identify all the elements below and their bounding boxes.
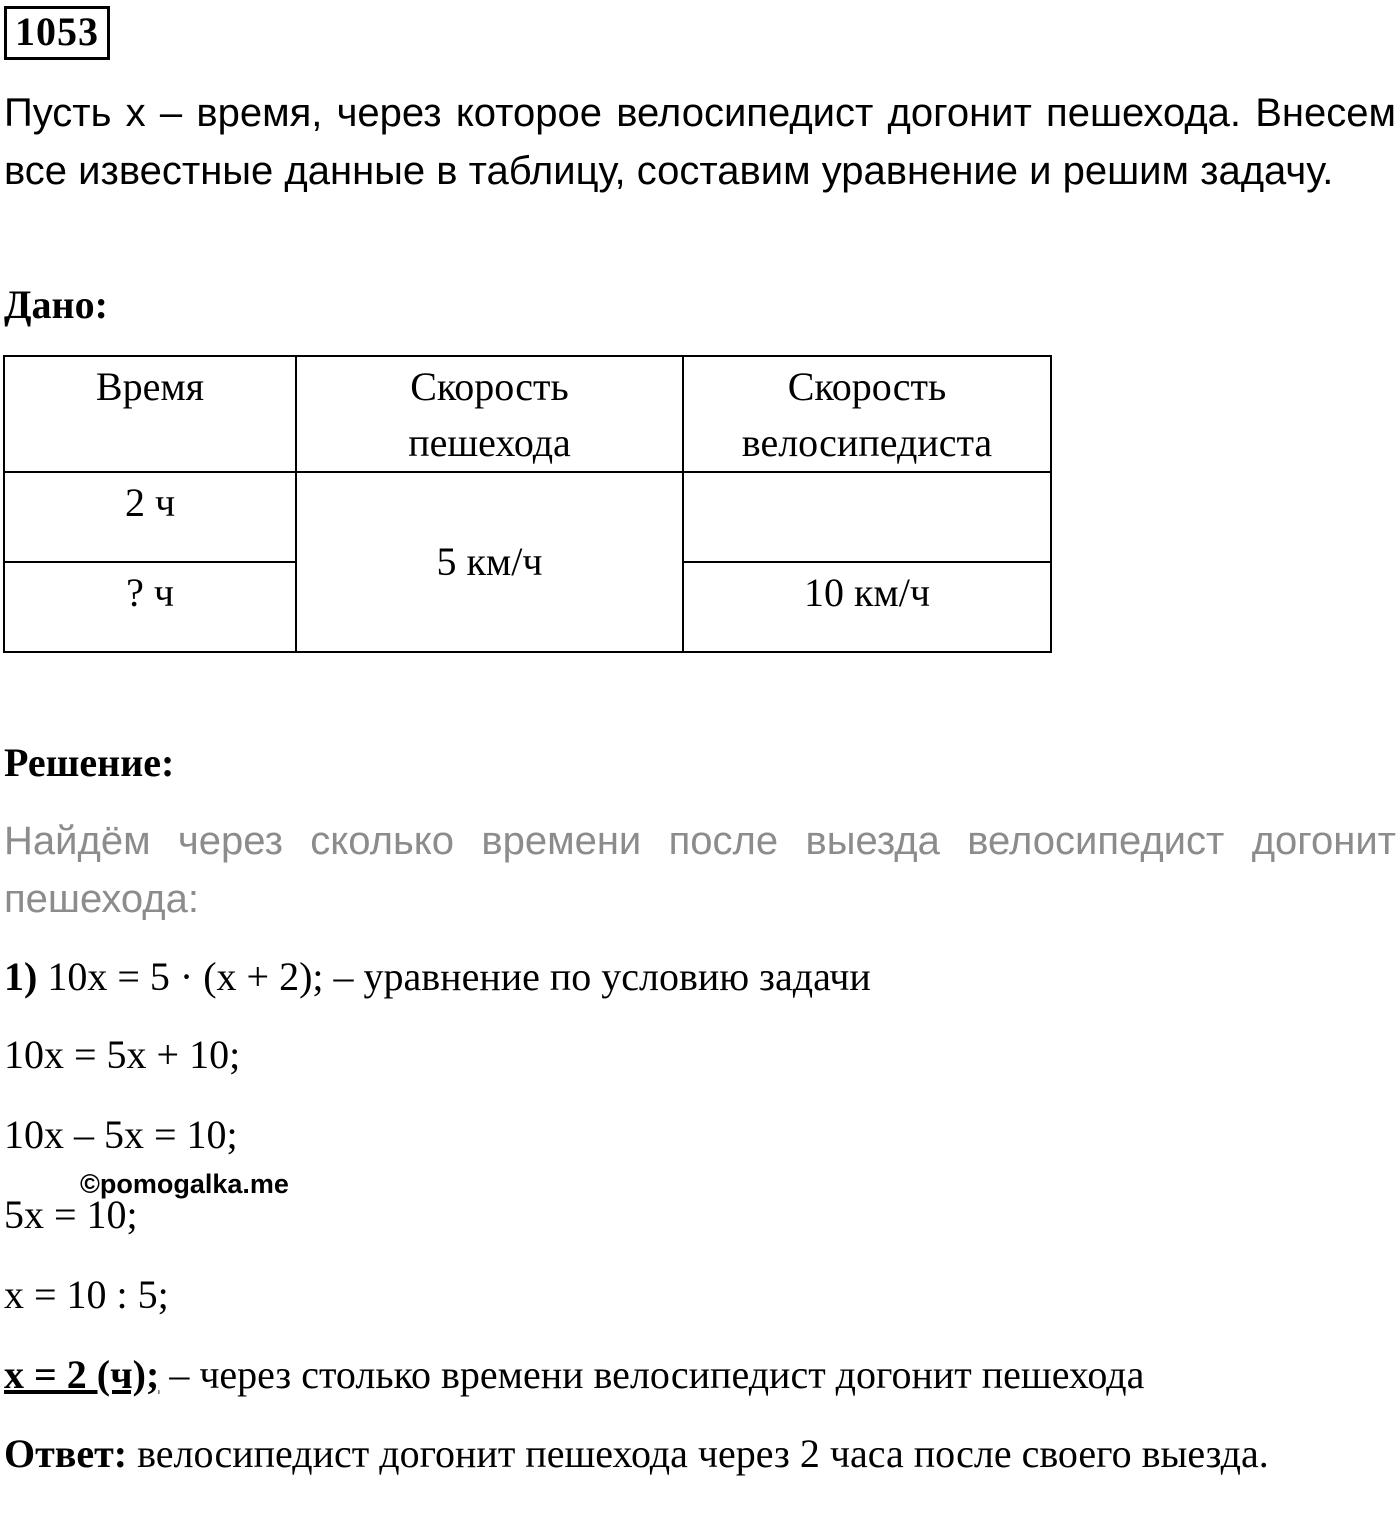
- header-time: Время: [4, 356, 296, 472]
- result-explanation: – через столько времени велосипедист догонит пешехода: [159, 1352, 1145, 1397]
- equation-line-3: 10х – 5х = 10;: [4, 1112, 238, 1157]
- answer-paragraph: [4, 1426, 1396, 1482]
- header-pedestrian-speed: Скорость пешехода: [296, 356, 683, 472]
- solution-heading: Решение:: [4, 740, 175, 785]
- solution-intro: Найдём через сколько времени после выезда велосипедист догонит пешехода:: [4, 819, 1396, 921]
- cell-time-row1: 2 ч: [4, 472, 296, 562]
- answer-text: велосипедист догонит пешехода через 2 часа после своего выезда.: [137, 1431, 1269, 1476]
- cell-cyclist-row1: [683, 472, 1051, 562]
- given-table: [3, 355, 1052, 653]
- intro-paragraph: Пусть х – время, через которое велосипедист догонит пешехода. Внесем все известные данные в таблицу, составим уравнение и решим задачу.: [4, 91, 1396, 193]
- equation-result: [4, 1350, 1144, 1400]
- equation-line-5: х = 10 : 5;: [4, 1272, 169, 1317]
- watermark: ©pomogalka.me: [80, 1169, 289, 1199]
- given-heading: Дано:: [4, 282, 108, 327]
- cell-time-row2: ? ч: [4, 562, 296, 652]
- task-number: 1053: [4, 6, 110, 60]
- answer-label: Ответ:: [4, 1431, 128, 1476]
- step-1-text: 10х = 5 · (х + 2); – уравнение по условию задачи: [47, 954, 871, 999]
- equation-line-2: 10х = 5х + 10;: [4, 1032, 241, 1077]
- cell-pedestrian-speed: 5 км/ч: [296, 472, 683, 652]
- header-cyclist-speed: Скорость велосипедиста: [683, 356, 1051, 472]
- equation-step-1: [4, 952, 871, 1002]
- cell-cyclist-row2: 10 км/ч: [683, 562, 1051, 652]
- step-number: 1): [4, 954, 38, 999]
- equation-line-4: 5х = 10;: [4, 1192, 138, 1237]
- result-value: х = 2 (ч);: [4, 1352, 160, 1397]
